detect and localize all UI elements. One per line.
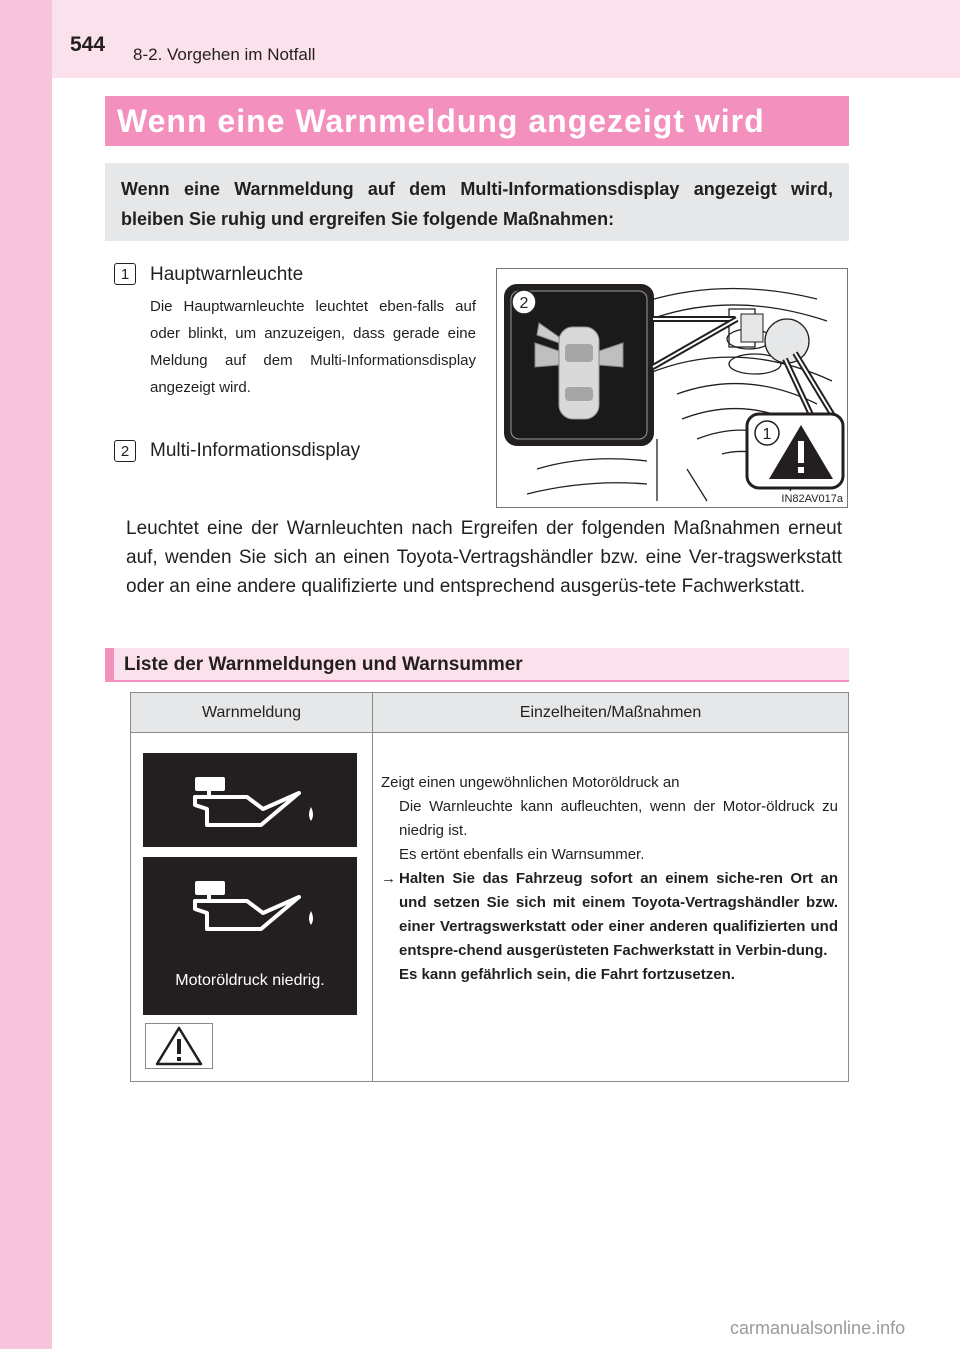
- column-header-details: Einzelheiten/Maßnahmen: [373, 693, 849, 733]
- running-title: 8-2. Vorgehen im Notfall: [133, 45, 316, 64]
- column-header-warnmeldung: Warnmeldung: [131, 693, 373, 733]
- figure-callout-1: 1: [762, 426, 772, 443]
- intro-box: Wenn eine Warnmeldung auf dem Multi-Informationsdisplay angezeigt wird, bleiben Sie ruhig und ergreifen Sie folgende Maßnahmen:: [105, 163, 849, 241]
- legend-number-1: 1: [114, 263, 136, 285]
- warning-triangle-icon: [146, 1024, 212, 1068]
- page-number: 544: [70, 33, 106, 56]
- danger-warning-text: Es kann gefährlich sein, die Fahrt fortzusetzen.: [399, 966, 735, 983]
- warning-table: [130, 692, 849, 1082]
- figure-callout-2: 2: [519, 295, 529, 312]
- detail-line-1: Die Warnleuchte kann aufleuchten, wenn der Motor-öldruck zu niedrig ist.: [399, 798, 838, 839]
- action-text: Halten Sie das Fahrzeug sofort an einem siche-ren Ort an und setzen Sie sich mit einem Toyota-Vertragshändler bzw. einer Vertragswerkstatt oder einer anderen qualifizierten und entspre-chend ausgerüsteten Fachwerkstatt in Verbin-dung.: [399, 870, 838, 959]
- oil-pressure-display-small: [143, 753, 357, 847]
- legend-label-1: Hauptwarnleuchte: [150, 264, 304, 285]
- warning-icons-cell: [131, 733, 373, 1082]
- details-cell: [373, 733, 849, 1082]
- header-band: [52, 0, 960, 78]
- oil-can-icon: [143, 753, 357, 847]
- arrow-icon: →: [381, 870, 396, 887]
- dashboard-figure: [496, 268, 848, 508]
- action-line: [381, 867, 838, 963]
- legend-label-2: Multi-Informationsdisplay: [150, 440, 361, 461]
- body-paragraph: Leuchtet eine der Warnleuchten nach Ergreifen der folgenden Maßnahmen erneut auf, wenden Sie sich an einen Toyota-Vertragshändler bzw. eine Ver-tragswerkstatt oder an eine andere qualifizierte und entsprechend ausgerüs-tete Fachwerkstatt.: [126, 518, 842, 597]
- detail-line-2: Es ertönt ebenfalls ein Warnsummer.: [399, 846, 645, 863]
- footer-watermark: carmanualsonline.info: [730, 1318, 906, 1338]
- section-title: Liste der Warnmeldungen und Warnsummer: [105, 648, 849, 682]
- legend-number-2: 2: [114, 440, 136, 462]
- table-row: [131, 733, 849, 1082]
- caution-icon-box: [145, 1023, 213, 1069]
- side-strip: [0, 0, 52, 1349]
- page-title: Wenn eine Warnmeldung angezeigt wird: [105, 96, 849, 146]
- figure-code: IN82AV017a: [781, 493, 843, 505]
- detail-title: Zeigt einen ungewöhnlichen Motoröldruck an: [381, 774, 680, 791]
- oil-pressure-display-message: [143, 857, 357, 1015]
- legend-description-1: Die Hauptwarnleuchte leuchtet eben-falls auf oder blinkt, um anzuzeigen, dass gerade eine Meldung auf dem Multi-Informationsdisplay angezeigt wird.: [150, 298, 476, 396]
- oil-can-icon: [143, 857, 357, 967]
- display-message-text: Motoröldruck niedrig.: [175, 972, 325, 989]
